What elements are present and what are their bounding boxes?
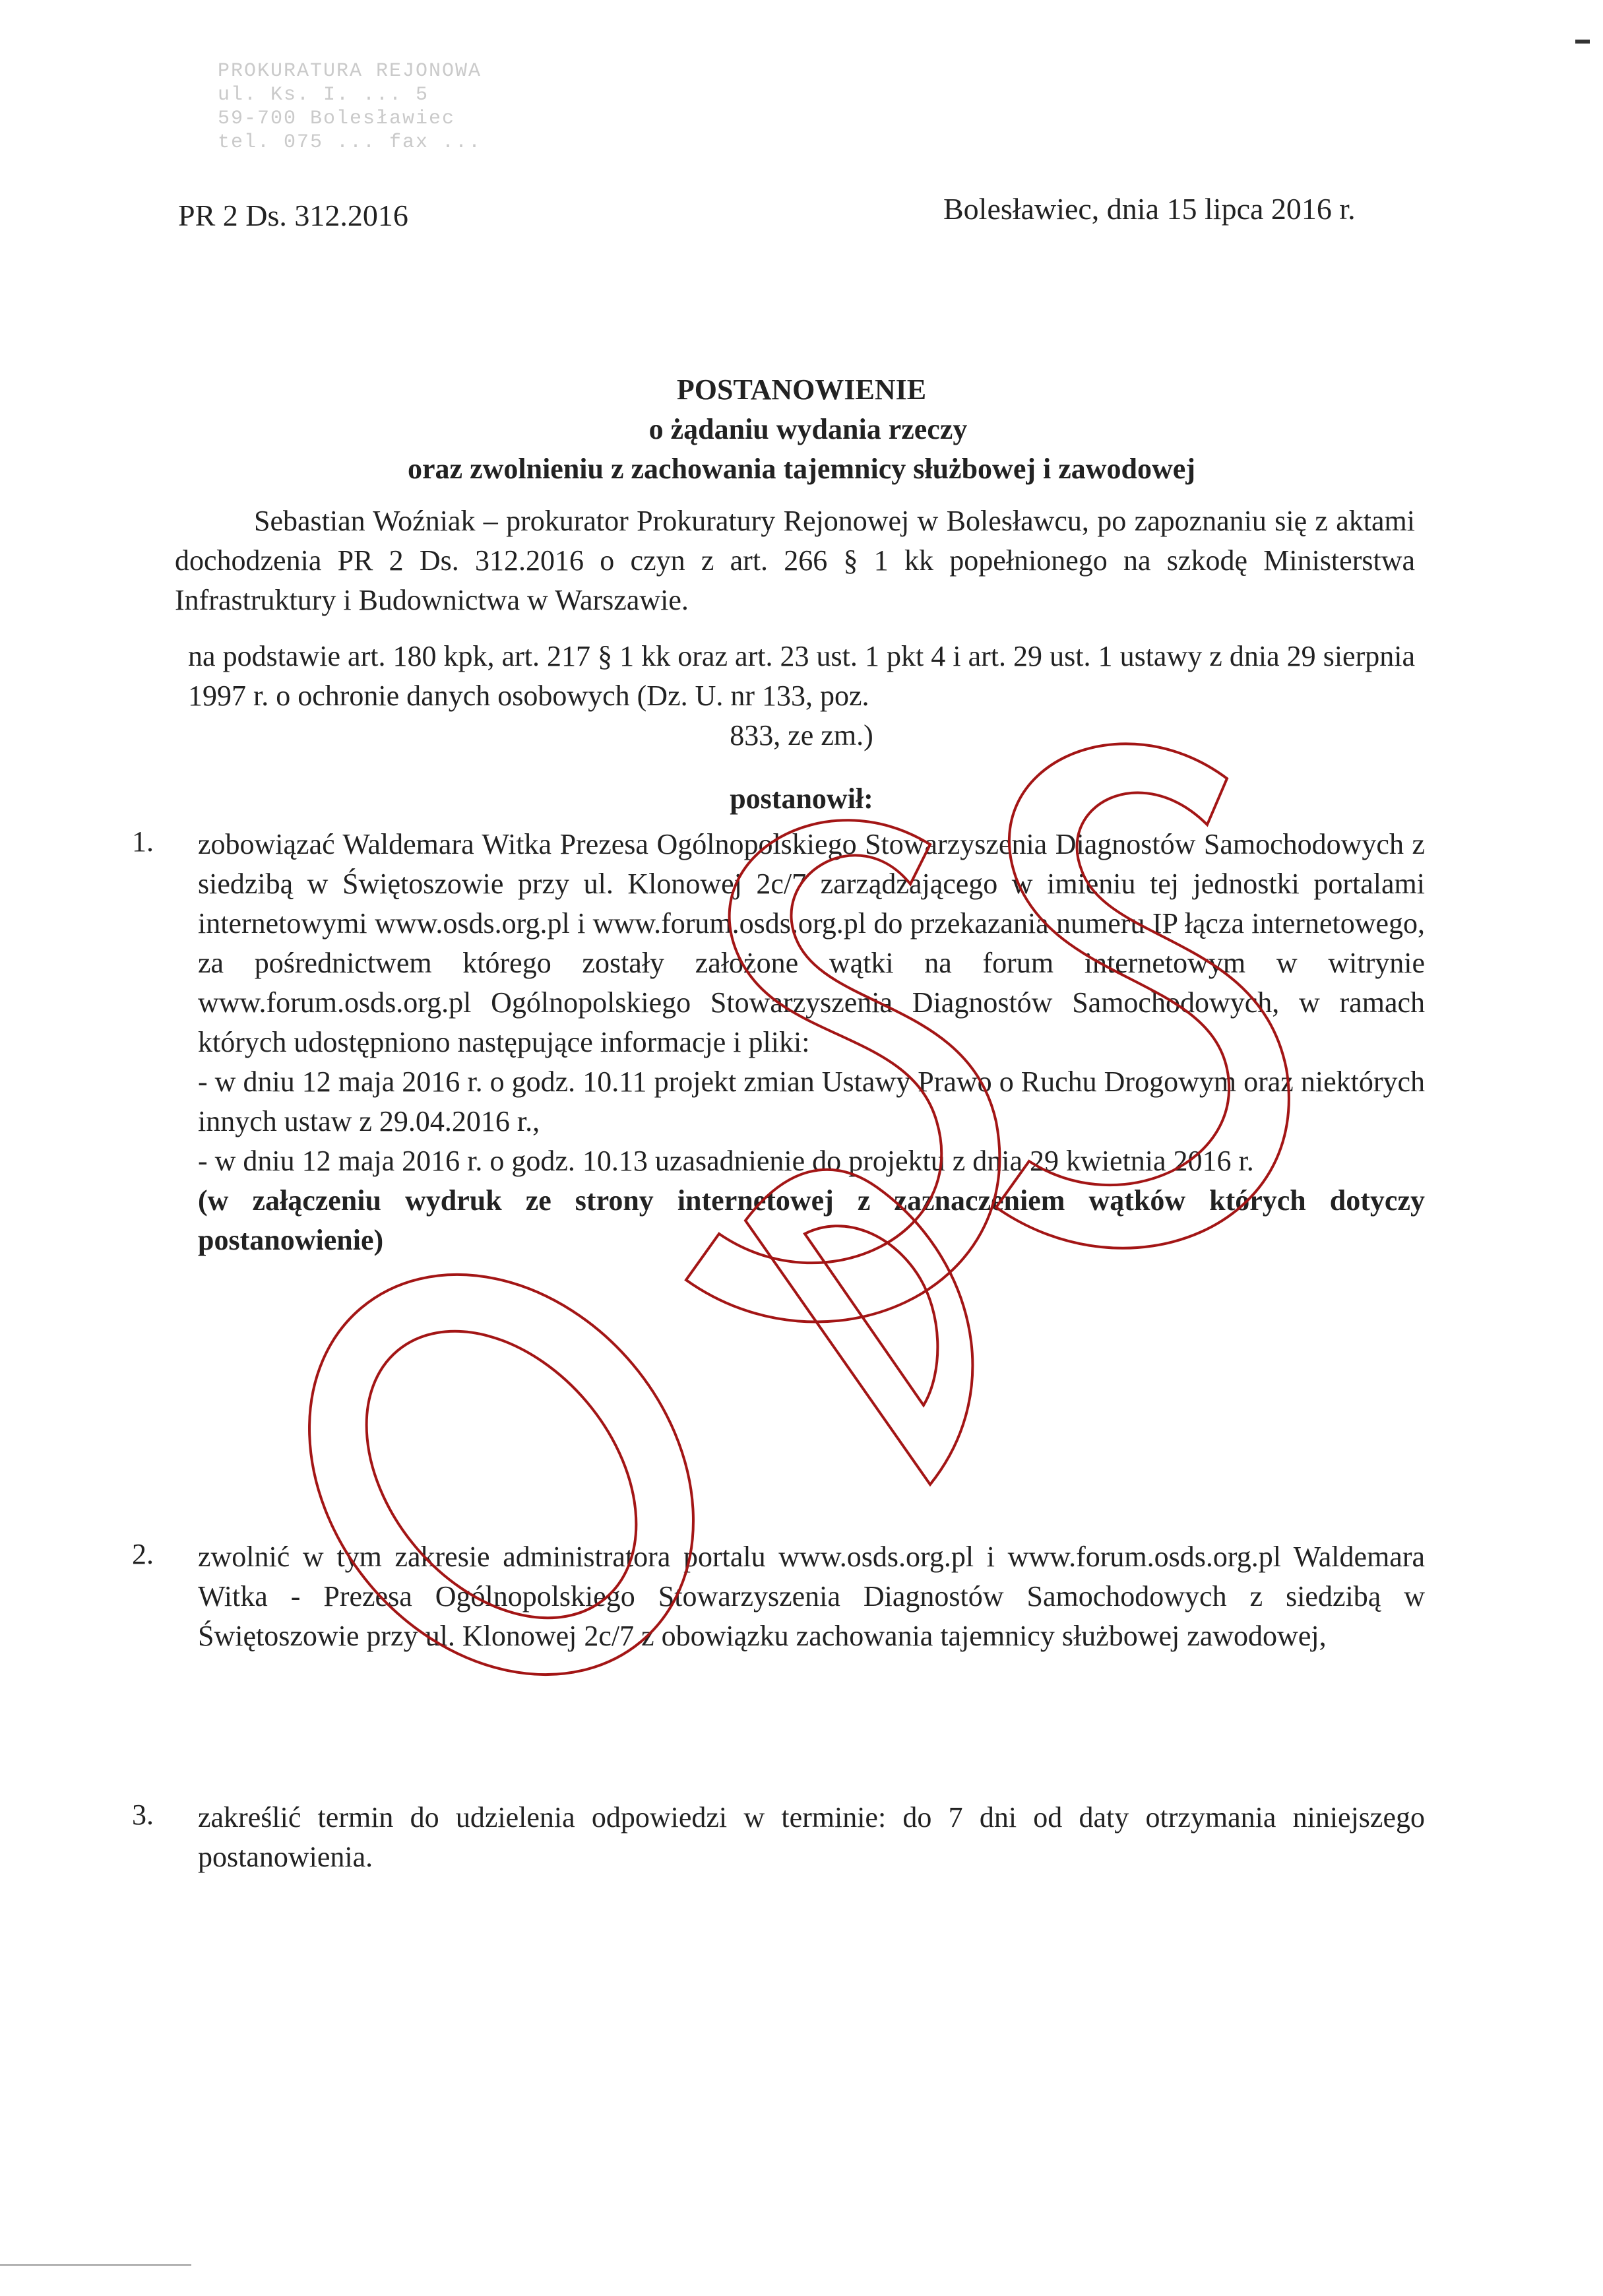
item-number: 1.: [132, 825, 154, 858]
document-title: POSTANOWIENIE: [676, 373, 927, 406]
legal-basis-last-line: 833, ze zm.): [730, 719, 873, 751]
intro-text: Sebastian Woźniak – prokurator Prokuratury Rejonowej w Bolesławcu, po zapoznaniu się z aktami dochodzenia PR 2 Ds. 312.2016 o czyn z art. 266 § 1 kk popełnionego na szkodę Ministerstwa Infrastruktury i Budownictwa w Warszawie.: [175, 505, 1415, 616]
item-text: zobowiązać Waldemara Witka Prezesa Ogólnopolskiego Stowarzyszenia Diagnostów Samochodowych z siedzibą w Świętoszowie przy ul. Klonowej 2c/7 zarządzającego w imieniu tej jednostki portalami internetowymi www.osds.org.pl i www.forum.osds.org.pl do przekazania numeru IP łącza internetowego, za pośrednictwem którego zostały założone wątki na forum internetowym w witrynie www.forum.osds.org.pl Ogólnopolskiego Stowarzyszenia Diagnostów Samochodowych, w ramach których udostępniono następujące informacje i pliki:: [198, 828, 1425, 1058]
item-note: (w załączeniu wydruk ze strony internetowej z zaznaczeniem wątków których dotyczy postanowienie): [198, 1184, 1425, 1256]
footer-rule: [0, 2264, 191, 2266]
item-number: 3.: [132, 1799, 154, 1831]
item-number: 2.: [132, 1538, 154, 1570]
corner-mark: [1575, 40, 1590, 44]
stamp-line: PROKURATURA REJONOWA: [218, 60, 482, 82]
watermark-letter-o: [230, 1197, 773, 1752]
intro-paragraph: [175, 501, 1415, 620]
stamp-line: tel. 075 ... fax ...: [218, 131, 482, 154]
document-subtitle: o żądaniu wydania rzeczy: [648, 413, 968, 445]
item-bullet: - w dniu 12 maja 2016 r. o godz. 10.13 uzasadnienie do projektu z dnia 29 kwietnia 2016 r.: [198, 1145, 1254, 1177]
document-subtitle-2: oraz zwolnieniu z zachowania tajemnicy służbowej i zawodowej: [408, 453, 1195, 485]
stamp-line: 59-700 Bolesławiec: [218, 108, 456, 130]
item-text: zakreślić termin do udzielenia odpowiedzi w terminie: do 7 dni od daty otrzymania niniejszego postanowienia.: [198, 1801, 1425, 1873]
decision-heading: postanowił:: [730, 782, 873, 815]
item-bullet: - w dniu 12 maja 2016 r. o godz. 10.11 projekt zmian Ustawy Prawo o Ruchu Drogowym oraz niektórych innych ustaw z 29.04.2016 r.,: [198, 1066, 1425, 1137]
office-stamp: [218, 59, 587, 154]
stamp-line: ul. Ks. I. ... 5: [218, 84, 429, 106]
item-body: [198, 825, 1425, 1260]
case-number: PR 2 Ds. 312.2016: [178, 199, 408, 232]
item-body: [198, 1537, 1425, 1656]
item-body: [198, 1798, 1425, 1877]
legal-basis-paragraph: [188, 637, 1415, 755]
item-text: zwolnić w tym zakresie administratora portalu www.osds.org.pl i www.forum.osds.org.pl Waldemara Witka - Prezesa Ogólnopolskiego Stowarzyszenia Diagnostów Samochodowych z siedzibą w Świętoszowie przy ul. Klonowej 2c/7 z obowiązku zachowania tajemnicy służbowej zawodowej,: [198, 1541, 1425, 1652]
place-date: Bolesławiec, dnia 15 lipca 2016 r.: [943, 192, 1356, 226]
legal-basis-text: na podstawie art. 180 kpk, art. 217 § 1 kk oraz art. 23 ust. 1 pkt 4 i art. 29 ust. 1 ustawy z dnia 29 sierpnia 1997 r. o ochronie danych osobowych (Dz. U. nr 133, poz.: [188, 640, 1415, 712]
